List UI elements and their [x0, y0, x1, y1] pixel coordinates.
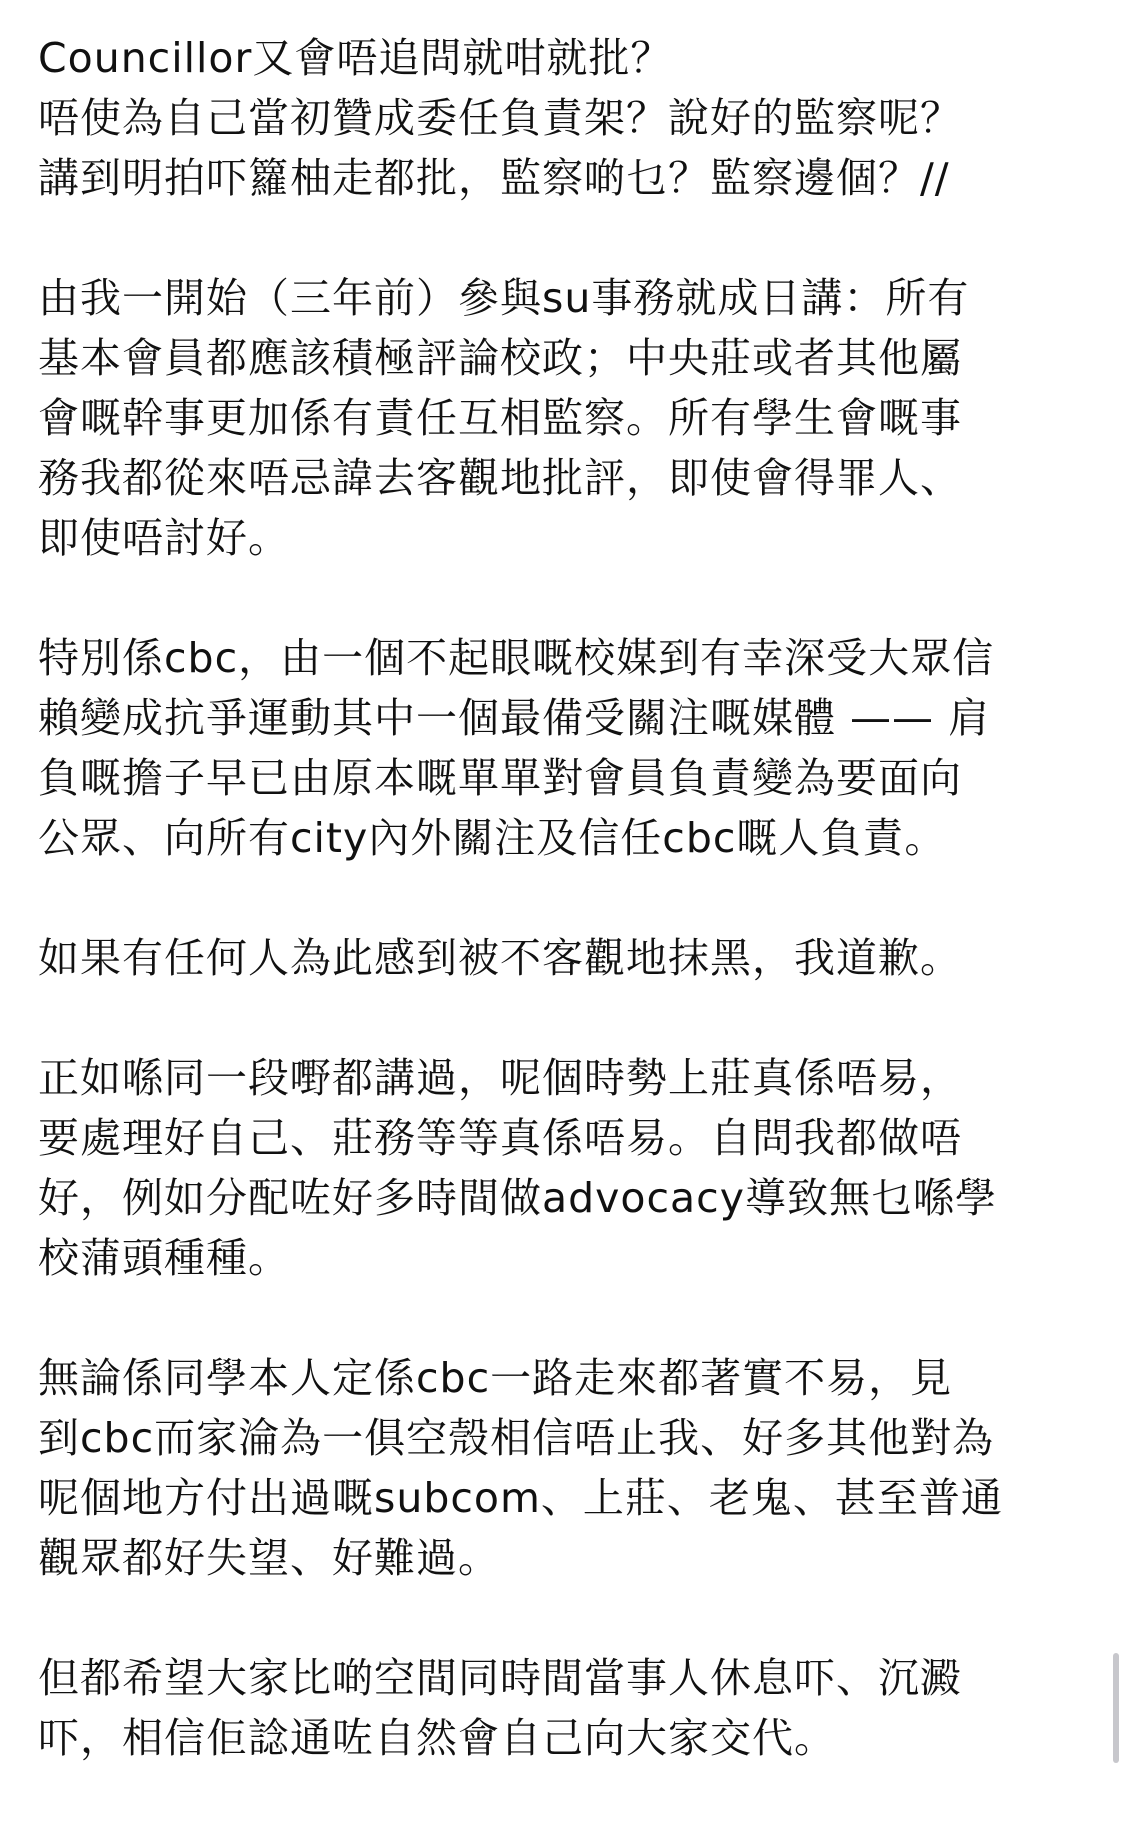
text-line: 呢個地方付出過嘅subcom、上莊、老鬼、甚至普通: [38, 1474, 1003, 1522]
text-line: 好，例如分配咗好多時間做advocacy導致無乜喺學: [38, 1174, 997, 1222]
text-line: 吓，相信佢諗通咗自然會自己向大家交代。: [38, 1714, 836, 1762]
scrollbar-thumb[interactable]: [1113, 1653, 1119, 1763]
text-line: 到cbc而家淪為一俱空殼相信唔止我、好多其他對為: [38, 1414, 995, 1462]
text-line: 要處理好自己、莊務等等真係唔易。自問我都做唔: [38, 1114, 962, 1162]
paragraph-1: [38, 28, 1098, 208]
post-body: [38, 28, 1098, 1828]
text-line: 即使唔討好。: [38, 514, 290, 562]
text-line: 由我一開始（三年前）參與su事務就成日講：所有: [38, 274, 970, 322]
paragraph-5: [38, 1048, 1098, 1288]
text-line: Councillor又會唔追問就咁就批？: [38, 34, 673, 82]
paragraph-2: [38, 268, 1098, 568]
text-line: 公眾、向所有city內外關注及信任cbc嘅人負責。: [38, 814, 947, 862]
text-line: 如果有任何人為此感到被不客觀地抹黑，我道歉。: [38, 934, 962, 982]
text-line: 特別係cbc，由一個不起眼嘅校媒到有幸深受大眾信: [38, 634, 995, 682]
text-line: 基本會員都應該積極評論校政；中央莊或者其他屬: [38, 334, 962, 382]
text-line: 校蒲頭種種。: [38, 1234, 290, 1282]
text-line: 無論係同學本人定係cbc一路走來都著實不易，見: [38, 1354, 953, 1402]
paragraph-6: [38, 1348, 1098, 1588]
text-line: 會嘅幹事更加係有責任互相監察。所有學生會嘅事: [38, 394, 962, 442]
text-line: 負嘅擔子早已由原本嘅單單對會員負責變為要面向: [38, 754, 962, 802]
text-line: 務我都從來唔忌諱去客觀地批評，即使會得罪人、: [38, 454, 962, 502]
text-line: 賴變成抗爭運動其中一個最備受關注嘅媒體 —— 肩: [38, 694, 991, 742]
paragraph-3: [38, 628, 1098, 868]
text-line: 唔使為自己當初贊成委任負責架？說好的監察呢？: [38, 94, 962, 142]
paragraph-4: [38, 928, 1098, 988]
text-line: 講到明拍吓籮柚走都批，監察啲乜？監察邊個？//: [38, 154, 950, 202]
text-line: 正如喺同一段嘢都講過，呢個時勢上莊真係唔易，: [38, 1054, 962, 1102]
text-line: 觀眾都好失望、好難過。: [38, 1534, 500, 1582]
text-line: 但都希望大家比啲空間同時間當事人休息吓、沉澱: [38, 1654, 962, 1702]
paragraph-7: [38, 1648, 1098, 1768]
